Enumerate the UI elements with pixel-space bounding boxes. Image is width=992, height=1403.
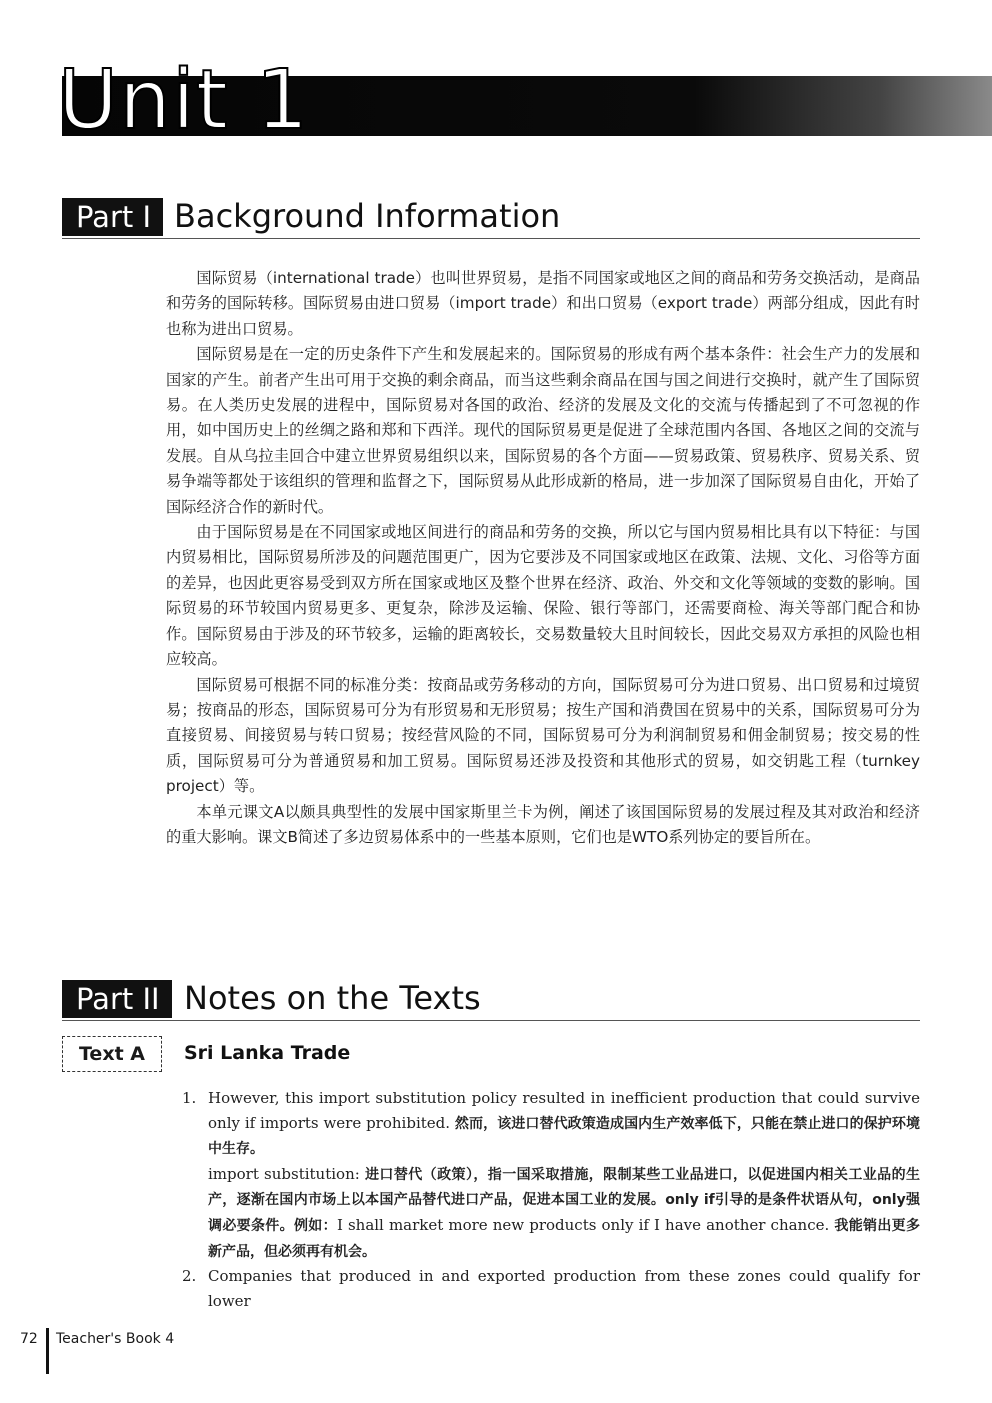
part1-title: Background Information	[174, 197, 561, 235]
text-a-tag: Text A	[62, 1036, 162, 1072]
part2-label: Part II	[62, 980, 172, 1018]
notes-list	[182, 1086, 920, 1313]
note-en: However, this import substitution policy resulted in inefficient production that could survive only if imports were prohibited.	[208, 1089, 920, 1132]
note-body	[208, 1086, 920, 1264]
part1-heading	[62, 198, 920, 239]
bg-paragraph: 国际贸易可根据不同的标准分类：按商品或劳务移动的方向，国际贸易可分为进口贸易、出口贸易和过境贸易；按商品的形态，国际贸易可分为有形贸易和无形贸易；按生产国和消费国在贸易中的关系，国际贸易可分为直接贸易、间接贸易与转口贸易；按经营风险的不同，国际贸易可分为利润制贸易和佣金制贸易；按交易的性质，国际贸易可分为普通贸易和加工贸易。国际贸易还涉及投资和其他形式的贸易，如交钥匙工程（turnkey project）等。	[166, 675, 920, 796]
page-number: 72	[20, 1331, 38, 1347]
note-number: 1.	[182, 1089, 197, 1107]
note-item	[182, 1086, 920, 1264]
bg-paragraph: 国际贸易是在一定的历史条件下产生和发展起来的。国际贸易的形成有两个基本条件：社会生产力的发展和国家的产生。前者产生出可用于交换的剩余商品，而当这些剩余商品在国与国之间进行交换时，就产生了国际贸易。在人类历史发展的进程中，国际贸易对各国的政治、经济的发展及文化的交流与传播起到了不可忽视的作用，如中国历史上的丝绸之路和郑和下西洋。现代的国际贸易更是促进了全球范围内各国、各地区之间的交流与发展。自从乌拉圭回合中建立世界贸易组织以来，国际贸易的各个方面——贸易政策、贸易秩序、贸易关系、贸易争端等都处于该组织的管理和监督之下，国际贸易从此形成新的格局，进一步加深了国际贸易自由化，开始了国际经济合作的新时代。	[166, 345, 920, 516]
note-sub-en: import substitution:	[208, 1164, 360, 1183]
unit-title: Unit 1	[58, 53, 310, 148]
note-item	[182, 1264, 920, 1313]
note-en: Companies that produced in and exported production from these zones could qualify for lower	[208, 1267, 920, 1310]
note-example-zh: 我能销出更多新产品，但必须再有机会。	[208, 1217, 921, 1260]
note-example-en: I shall market more new products only if I have another chance.	[336, 1215, 830, 1234]
part1-label: Part I	[62, 198, 163, 236]
bg-paragraph: 国际贸易（international trade）也叫世界贸易，是指不同国家或地区之间的商品和劳务交换活动，是商品和劳务的国际转移。国际贸易由进口贸易（import trade）和出口贸易（export trade）两部分组成，因此有时也称为进出口贸易。	[166, 269, 920, 338]
note-text	[208, 1264, 920, 1313]
footer-divider	[46, 1328, 49, 1374]
bg-paragraph: 本单元课文A以颇具典型性的发展中国家斯里兰卡为例，阐述了该国国际贸易的发展过程及其对政治和经济的重大影响。课文B简述了多边贸易体系中的一些基本原则，它们也是WTO系列协定的要旨所在。	[166, 802, 920, 846]
note-sub-zh: 进口替代（政策），指一国采取措施，限制某些工业品进口，以促进国内相关工业品的生产，逐渐在国内市场上以本国产品替代进口产品，促进本国工业的发展。only if引导的是条件状语从句，only强调必要条件。例如：	[208, 1166, 920, 1234]
background-text	[166, 266, 920, 850]
note-explanation	[208, 1162, 920, 1264]
note-number: 2.	[182, 1267, 197, 1286]
text-a-title: Sri Lanka Trade	[184, 1042, 351, 1064]
bg-paragraph: 由于国际贸易是在不同国家或地区间进行的商品和劳务的交换，所以它与国内贸易相比具有以下特征：与国内贸易相比，国际贸易所涉及的问题范围更广，因为它要涉及不同国家或地区在政策、法规、文化、习俗等方面的差异，也因此更容易受到双方所在国家或地区及整个世界在经济、政治、外交和文化等领域的变数的影响。国际贸易的环节较国内贸易更多、更复杂，除涉及运输、保险、银行等部门，还需要商检、海关等部门配合和协作。国际贸易由于涉及的环节较多，运输的距离较长，交易数量较大且时间较长，因此交易双方承担的风险也相应较高。	[166, 523, 920, 669]
part2-heading	[62, 980, 920, 1021]
note-text	[208, 1086, 920, 1162]
note-zh: 然而，该进口替代政策造成国内生产效率低下，只能在禁止进口的保护环境中生存。	[208, 1115, 920, 1158]
note-body	[208, 1264, 920, 1313]
part2-title: Notes on the Texts	[184, 979, 481, 1017]
book-title: Teacher's Book 4	[56, 1331, 175, 1347]
